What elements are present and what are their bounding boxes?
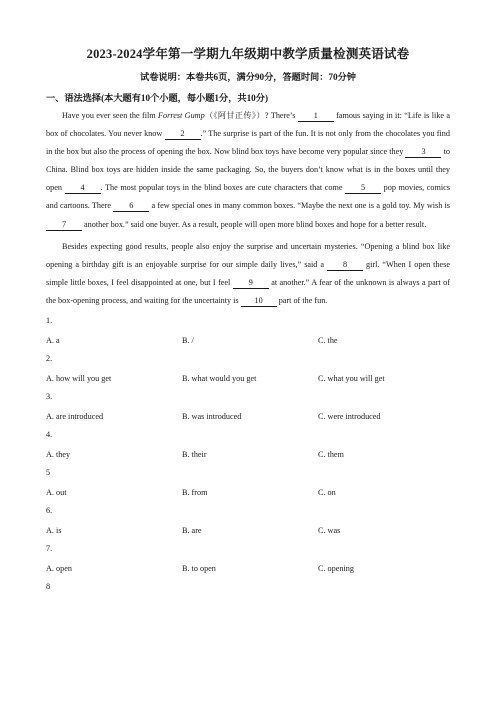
question-number: 4. xyxy=(46,430,53,440)
question-number: 2. xyxy=(46,354,53,364)
text-run: famous saying in it: “Life is like a box of chocolates. You never know xyxy=(46,111,450,139)
option-b[interactable]: B. was introduced xyxy=(182,412,242,422)
question-item xyxy=(46,580,450,594)
blank-8[interactable]: 8 xyxy=(327,259,363,271)
question-item xyxy=(46,428,450,462)
film-title-chinese: （《阿甘正传》） xyxy=(204,111,265,120)
option-c[interactable]: C. on xyxy=(318,488,336,498)
section-heading: 一、语法选择(本大题有10个小题，每小题1分，共10分) xyxy=(46,93,269,103)
option-row xyxy=(46,372,450,386)
question-item xyxy=(46,466,450,500)
blank-5[interactable]: 5 xyxy=(345,182,381,194)
text-run: at another.” A fear of the unknown is always a part of the box-opening process, and waiting for the uncertainty is xyxy=(46,277,450,305)
question-number: 8 xyxy=(46,582,51,592)
option-row xyxy=(46,486,450,500)
blank-3[interactable]: 3 xyxy=(405,146,441,158)
option-b[interactable]: B. to open xyxy=(182,564,216,574)
blank-6[interactable]: 6 xyxy=(113,200,149,212)
blank-7[interactable]: 7 xyxy=(46,219,82,231)
option-c[interactable]: C. were introduced xyxy=(318,412,381,422)
text-run: a few special ones in many common boxes. “Maybe the next one is a gold toy. My wish is xyxy=(149,201,450,211)
option-row xyxy=(46,448,450,462)
option-a[interactable]: A. out xyxy=(46,488,67,498)
text-run: Have you ever seen the film xyxy=(62,111,159,120)
option-a[interactable]: A. how will you get xyxy=(46,374,112,384)
exam-title: 2023-2024学年第一学期九年级期中教学质量检测英语试卷 xyxy=(86,47,410,61)
option-a[interactable]: A. is xyxy=(46,526,62,536)
text-run: pop movies, comics and cartoons. There xyxy=(46,183,450,211)
option-c[interactable]: C. the xyxy=(318,336,338,346)
option-c[interactable]: C. what you will get xyxy=(318,374,385,384)
passage-paragraph-1 xyxy=(46,107,450,234)
option-b[interactable]: B. their xyxy=(182,450,207,460)
option-b[interactable]: B. from xyxy=(182,488,208,498)
question-item xyxy=(46,542,450,576)
text-run: another box.” said one buyer. As a result, people will open more blind boxes and hope for a better result. xyxy=(82,219,427,229)
question-item xyxy=(46,504,450,538)
text-run: .” The surprise is part of the fun. It is not only from the chocolates you find in the box but also the process of opening the box. Now blind box toys have become very popular since they xyxy=(46,129,450,157)
exam-instructions: 试卷说明：本卷共6页，满分90分，答题时间：70分钟 xyxy=(140,72,356,82)
blank-1[interactable]: 1 xyxy=(298,110,334,122)
text-run: to China. Blind box toys are hidden inside the same packaging. So, the buyers don’t know what is in the boxes until they open xyxy=(46,147,450,193)
question-number: 3. xyxy=(46,392,53,402)
question-item xyxy=(46,352,450,386)
question-item xyxy=(46,390,450,424)
option-c[interactable]: C. opening xyxy=(318,564,354,574)
text-run: . The most popular toys in the blind boxes are cute characters that come xyxy=(100,183,346,193)
option-a[interactable]: A. are introduced xyxy=(46,412,104,422)
question-number: 1. xyxy=(46,316,53,326)
film-title: Forrest Gump xyxy=(158,111,205,120)
question-list xyxy=(46,314,450,594)
text-run: Besides expecting good results, people also enjoy the surprise and uncertain mysteries. “Opening a blind box like opening a birthday gift is an enjoyable surprise for our simple daily lives,” said a xyxy=(46,241,450,269)
passage-paragraph-2 xyxy=(46,238,450,310)
blank-2[interactable]: 2 xyxy=(165,128,201,140)
option-c[interactable]: C. them xyxy=(318,450,344,460)
option-row xyxy=(46,562,450,576)
blank-9[interactable]: 9 xyxy=(233,277,269,289)
text-run: girl. “When I open these simple little boxes, I feel disappointed at one, but I feel xyxy=(46,259,450,287)
blank-10[interactable]: 10 xyxy=(241,295,277,307)
option-c[interactable]: C. was xyxy=(318,526,341,536)
option-b[interactable]: B. / xyxy=(182,336,194,346)
option-a[interactable]: A. open xyxy=(46,564,72,574)
option-a[interactable]: A. a xyxy=(46,336,60,346)
option-row xyxy=(46,334,450,348)
option-row xyxy=(46,410,450,424)
text-run: ? There’s xyxy=(264,111,298,120)
option-b[interactable]: B. what would you get xyxy=(182,374,257,384)
blank-4[interactable]: 4 xyxy=(65,182,101,194)
question-number: 5 xyxy=(46,468,51,478)
text-run: part of the fun. xyxy=(276,295,328,305)
question-number: 7. xyxy=(46,544,53,554)
option-b[interactable]: B. are xyxy=(182,526,202,536)
question-item xyxy=(46,314,450,348)
option-row xyxy=(46,524,450,538)
option-a[interactable]: A. they xyxy=(46,450,71,460)
question-number: 6. xyxy=(46,506,53,516)
